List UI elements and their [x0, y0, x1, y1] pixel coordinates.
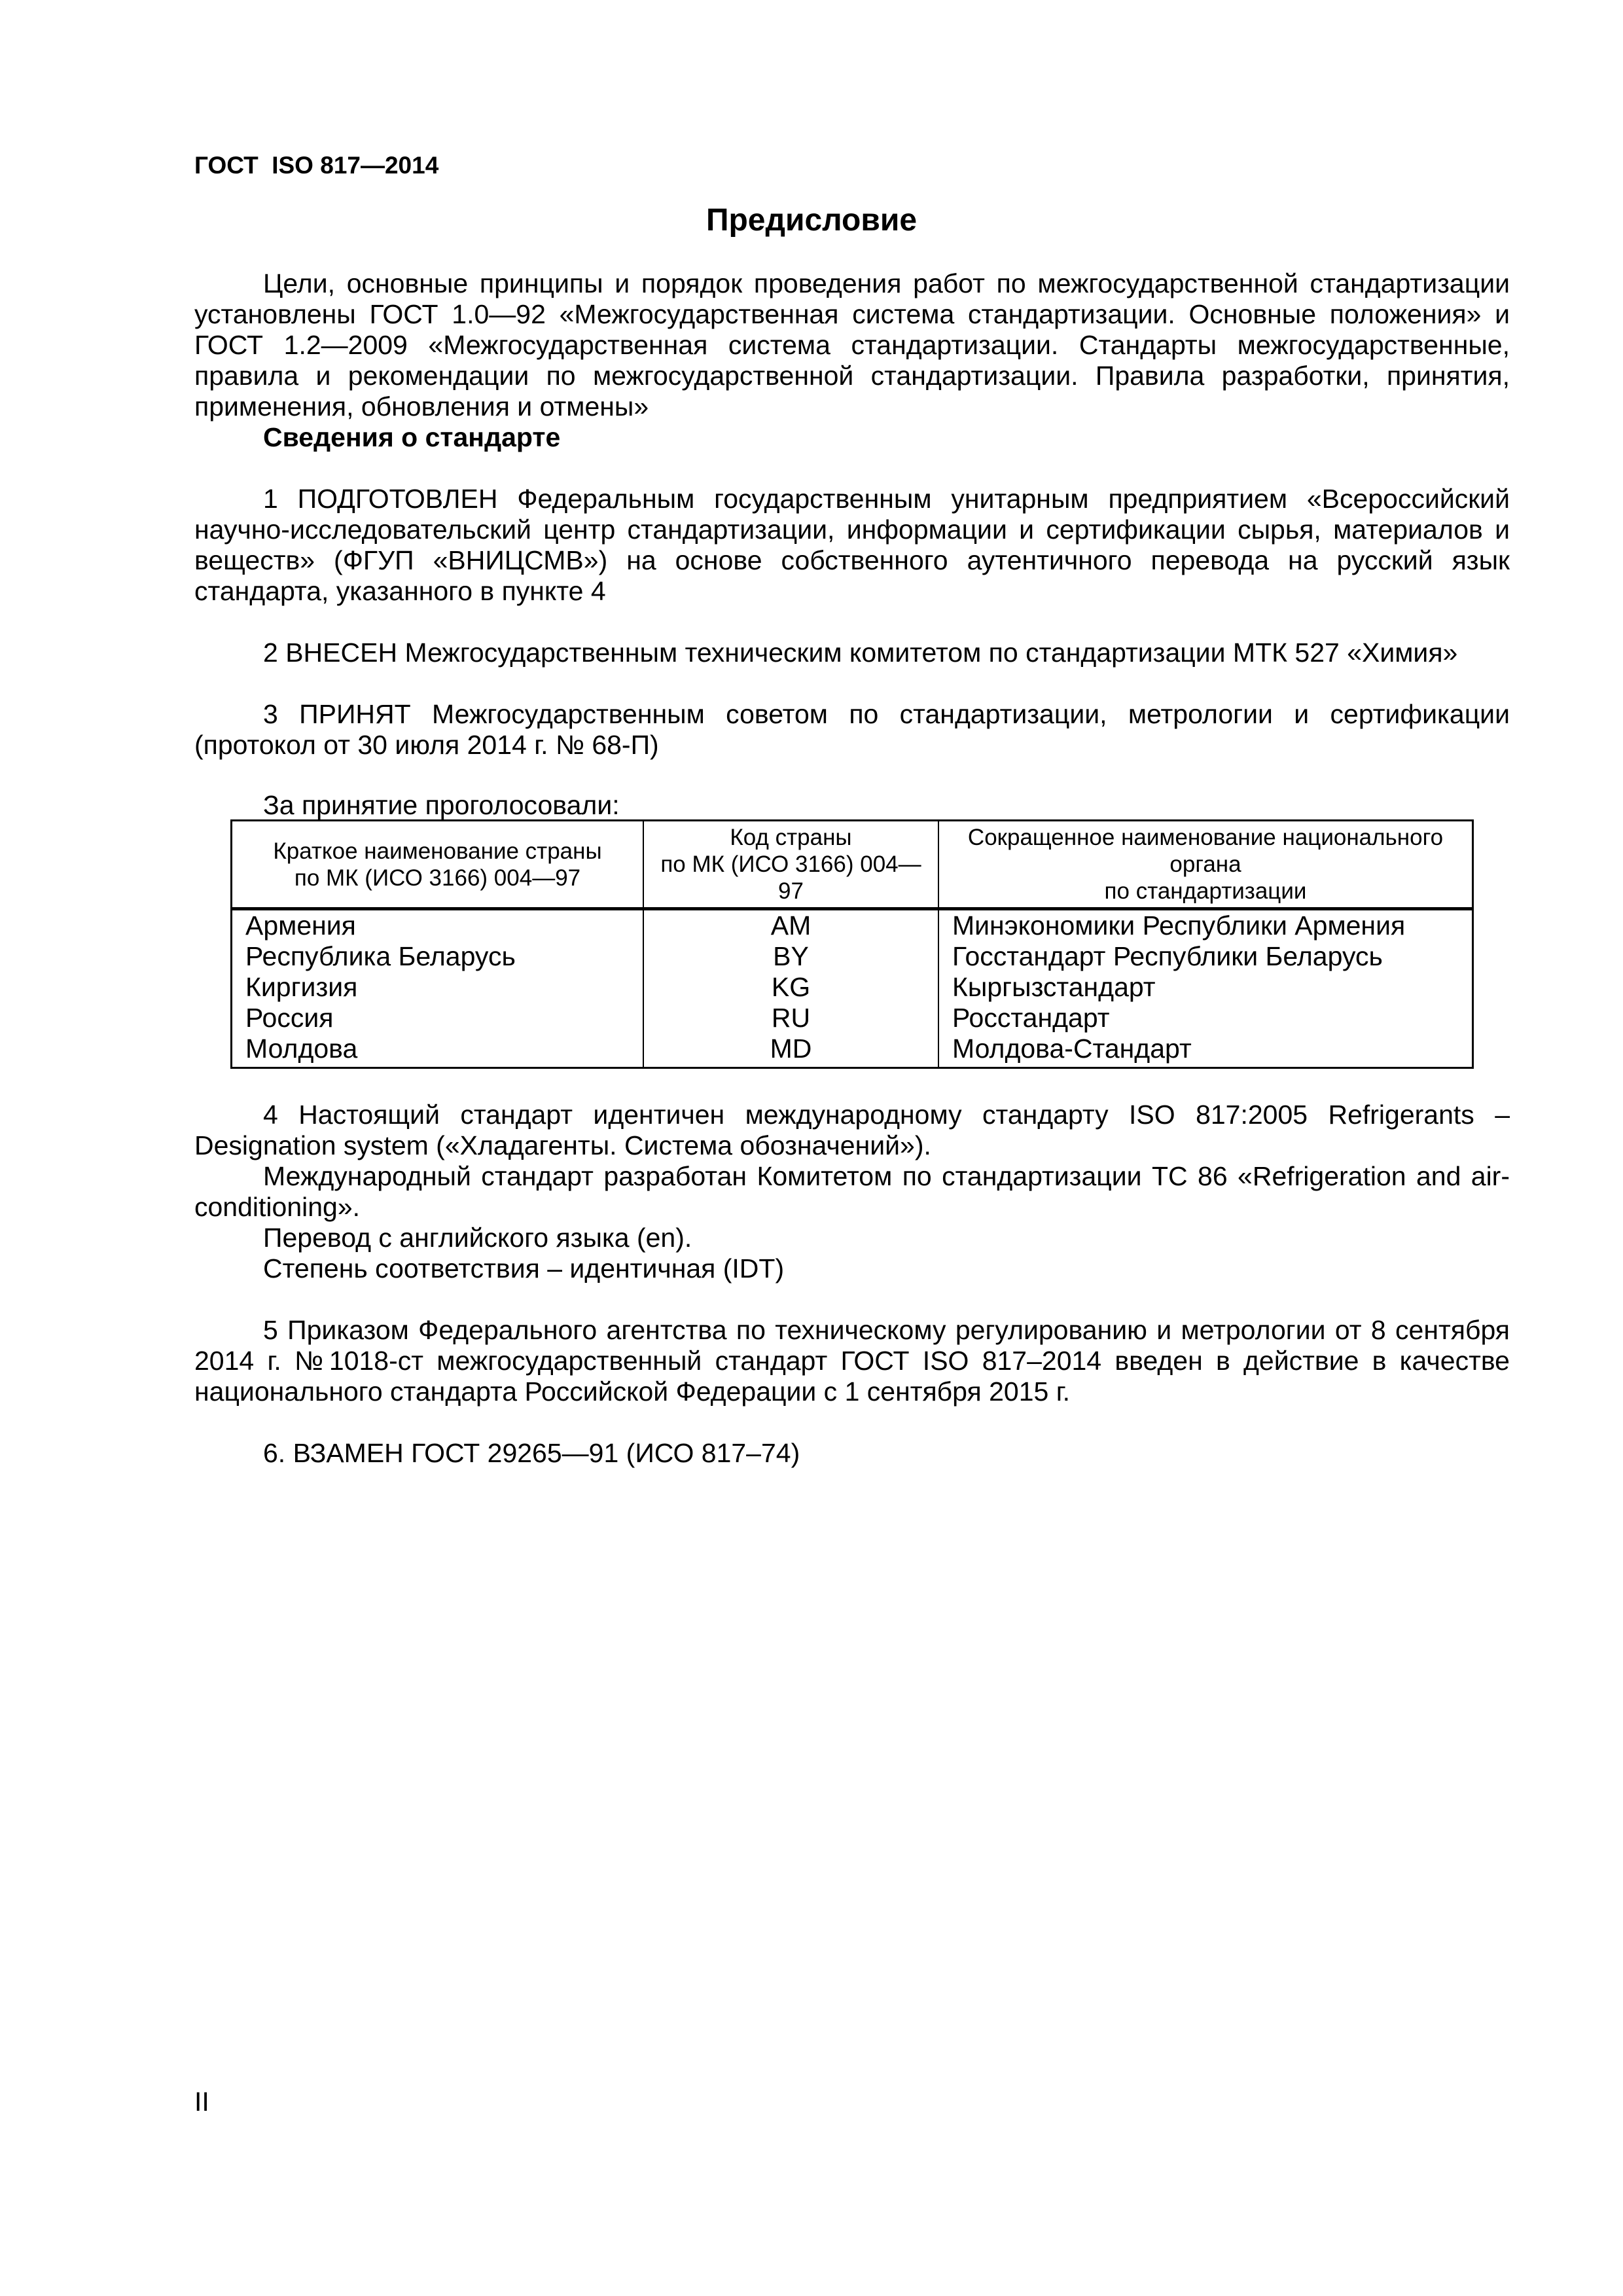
item-5-paragraph: 5 Приказом Федерального агентства по техническому регулированию и метрологии от 8 сентября 2014 г. №1018-ст межгосударственный стандарт ГОСТ ISO 817–2014 введен в действие в качестве национального стандарта Российской Федерации с 1 сентября 2015 г.	[194, 1315, 1510, 1407]
table-row	[232, 941, 1473, 972]
intro-paragraph: Цели, основные принципы и порядок проведения работ по межгосударственной стандартизации установлены ГОСТ 1.0—92 «Межгосударственная система стандартизации. Основные положения» и ГОСТ 1.2—2009 «Межгосударственная система стандартизации. Стандарты межгосударственные, правила и рекомендации по межгосударственной стандартизации. Правила разработки, принятия, применения, обновления и отмены»	[194, 268, 1510, 422]
cell-country: Армения	[232, 909, 644, 942]
header-standards-body	[938, 821, 1473, 909]
header-standards-body-line3: по стандартизации	[1104, 878, 1307, 904]
cell-body: Госстандарт Республики Беларусь	[938, 941, 1473, 972]
page-title: Предисловие	[705, 203, 918, 238]
table-row	[232, 1033, 1473, 1068]
cell-country: Киргизия	[232, 972, 644, 1003]
cell-body: Кыргызстандарт	[938, 972, 1473, 1003]
cell-code: AM	[643, 909, 938, 942]
cell-code: RU	[643, 1003, 938, 1033]
item-1-paragraph: 1 ПОДГОТОВЛЕН Федеральным государственным унитарным предприятием «Всероссийский научно-исследовательский центр стандартизации, информации и сертификации сырья, материалов и веществ» (ФГУП «ВНИЦСМВ») на основе собственного аутентичного перевода на русский язык стандарта, указанного в пункте 4	[194, 484, 1510, 606]
table-row	[232, 972, 1473, 1003]
item-4-paragraph: 4 Настоящий стандарт идентичен международному стандарту ISO 817:2005 Refrigerants – Designation system («Хладагенты. Система обозначений»).	[194, 1100, 1510, 1160]
header-country-name-line1: Краткое наименование страны	[273, 838, 602, 864]
header-country-name-line2: по МК (ИСО 3166) 004—97	[294, 865, 581, 891]
cell-country: Республика Беларусь	[232, 941, 644, 972]
info-heading: Сведения о стандарте	[263, 422, 561, 452]
document-body	[194, 268, 1510, 1469]
header-country-code-line1: Код страны	[730, 825, 852, 850]
header-standards-body-line1: Сокращенное наименование национального	[967, 825, 1444, 850]
item-4-conformity: Степень соответствия – идентичная (IDT)	[263, 1253, 785, 1283]
cell-code: KG	[643, 972, 938, 1003]
table-row	[232, 909, 1473, 942]
item-2-paragraph: 2 ВНЕСЕН Межгосударственным техническим комитетом по стандартизации МТК 527 «Химия»	[263, 637, 1458, 668]
item-4-translation: Перевод с английского языка (en).	[263, 1223, 692, 1253]
page-number: II	[194, 2087, 209, 2117]
cell-body: Молдова-Стандарт	[938, 1033, 1473, 1068]
header-country-code-line2: по МК (ИСО 3166) 004— 97	[660, 852, 921, 904]
header-standards-body-line2: органа	[1169, 852, 1241, 877]
cell-code: MD	[643, 1033, 938, 1068]
table-header-row	[232, 821, 1473, 909]
cell-body: Росстандарт	[938, 1003, 1473, 1033]
document-code: ГОСТ ISO 817—2014	[194, 152, 439, 179]
cell-body: Минэкономики Республики Армения	[938, 909, 1473, 942]
header-country-name	[232, 821, 644, 909]
cell-country: Россия	[232, 1003, 644, 1033]
item-3-paragraph: 3 ПРИНЯТ Межгосударственным советом по стандартизации, метрологии и сертификации (протокол от 30 июля 2014 г. № 68-П)	[194, 699, 1510, 760]
header-country-code	[643, 821, 938, 909]
item-4-international-standard: Международный стандарт разработан Комитетом по стандартизации ТС 86 «Refrigeration and air-conditioning».	[194, 1161, 1510, 1222]
item-6-paragraph: 6. ВЗАМЕН ГОСТ 29265—91 (ИСО 817–74)	[263, 1438, 800, 1468]
table-caption: За принятие проголосовали:	[263, 790, 620, 820]
cell-country: Молдова	[232, 1033, 644, 1068]
voting-states-table	[230, 819, 1474, 1069]
table-row	[232, 1003, 1473, 1033]
cell-code: BY	[643, 941, 938, 972]
